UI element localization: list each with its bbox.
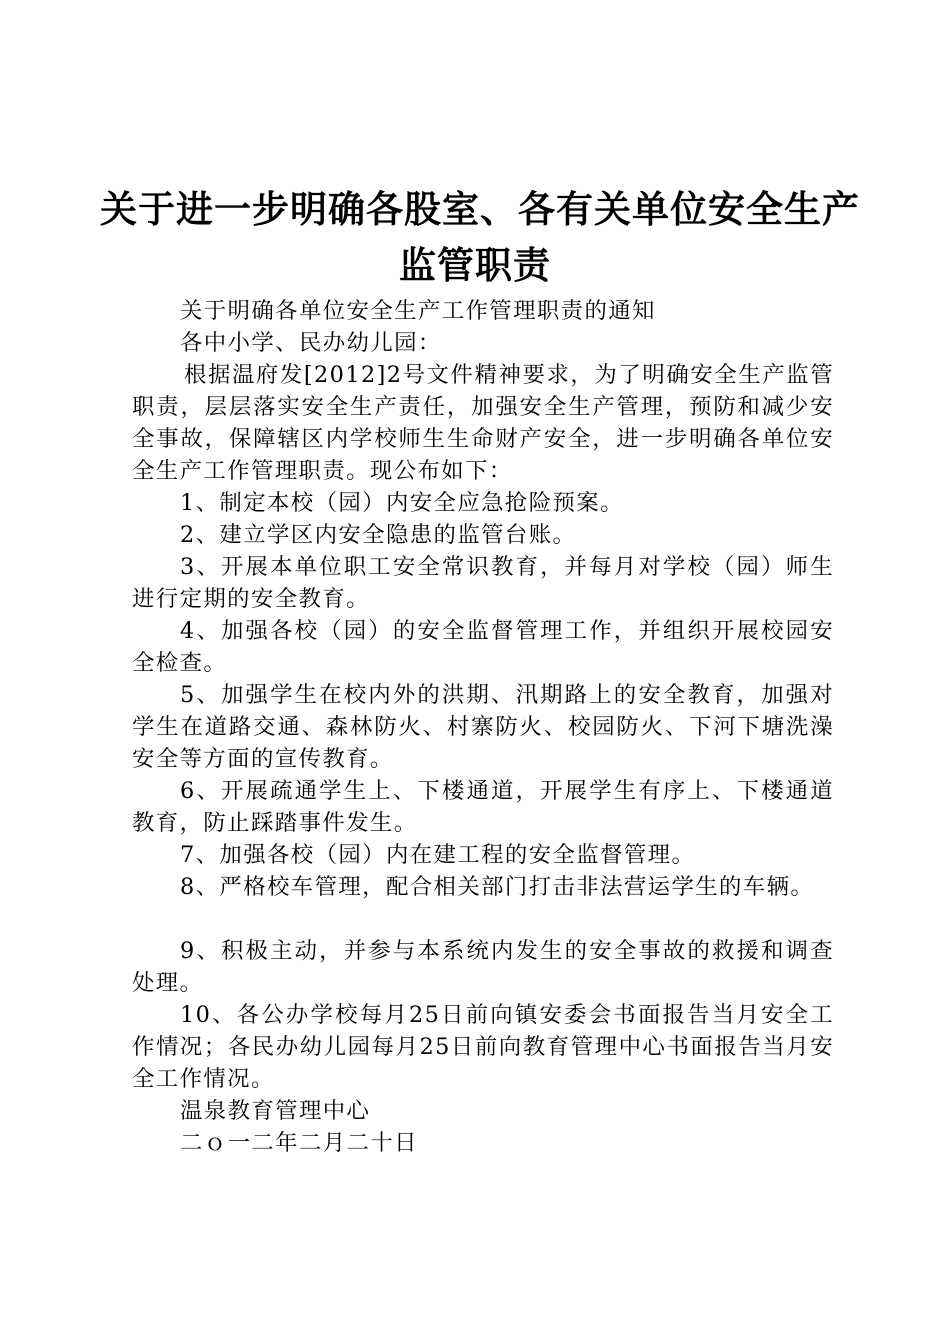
document-body	[132, 295, 834, 1159]
duty-item-3: 3、开展本单位职工安全常识教育，并每月对学校（园）师生进行定期的安全教育。	[132, 554, 834, 612]
intro-paragraph: 根据温府发[2012]2号文件精神要求，为了明确安全生产监管职责，层层落实安全生产责任，加强安全生产管理，预防和减少安全事故，保障辖区内学校师生生命财产安全，进一步明确各单位安全生产工作管理职责。现公布如下：	[132, 362, 834, 484]
duty-item-2: 2、建立学区内安全隐患的监管台账。	[180, 522, 577, 548]
notice-subtitle: 关于明确各单位安全生产工作管理职责的通知	[180, 298, 656, 324]
duty-item-8: 8、严格校车管理，配合相关部门打击非法营运学生的车辆。	[180, 874, 815, 900]
duty-item-1: 1、制定本校（园）内安全应急抢险预案。	[180, 490, 624, 516]
duty-item-9: 9、积极主动，并参与本系统内发生的安全事故的救援和调查处理。	[132, 938, 834, 996]
document-title-line-1: 关于进一步明确各股室、各有关单位安全生产	[100, 188, 860, 231]
duty-item-10: 10、各公办学校每月25日前向镇安委会书面报告当月安全工作情况；各民办幼儿园每月25日前向教育管理中心书面报告当月安全工作情况。	[132, 1002, 834, 1092]
addressee: 各中小学、民办幼儿园：	[180, 330, 442, 356]
duty-item-4: 4、加强各校（园）的安全监督管理工作，并组织开展校园安全检查。	[132, 618, 834, 676]
signature: 温泉教育管理中心	[180, 1098, 371, 1124]
duty-item-6: 6、开展疏通学生上、下楼通道，开展学生有序上、下楼通道教育，防止踩踏事件发生。	[132, 778, 834, 836]
paragraph-gap	[132, 903, 834, 935]
document-title-line-2: 监管职责	[399, 244, 551, 287]
duty-item-5: 5、加强学生在校内外的洪期、汛期路上的安全教育，加强对学生在道路交通、森林防火、村寨防火、校园防火、下河下塘洗澡安全等方面的宣传教育。	[132, 682, 834, 772]
duty-item-7: 7、加强各校（园）内在建工程的安全监督管理。	[180, 842, 696, 868]
document-date: 二ｏ一二年二月二十日	[180, 1130, 418, 1156]
